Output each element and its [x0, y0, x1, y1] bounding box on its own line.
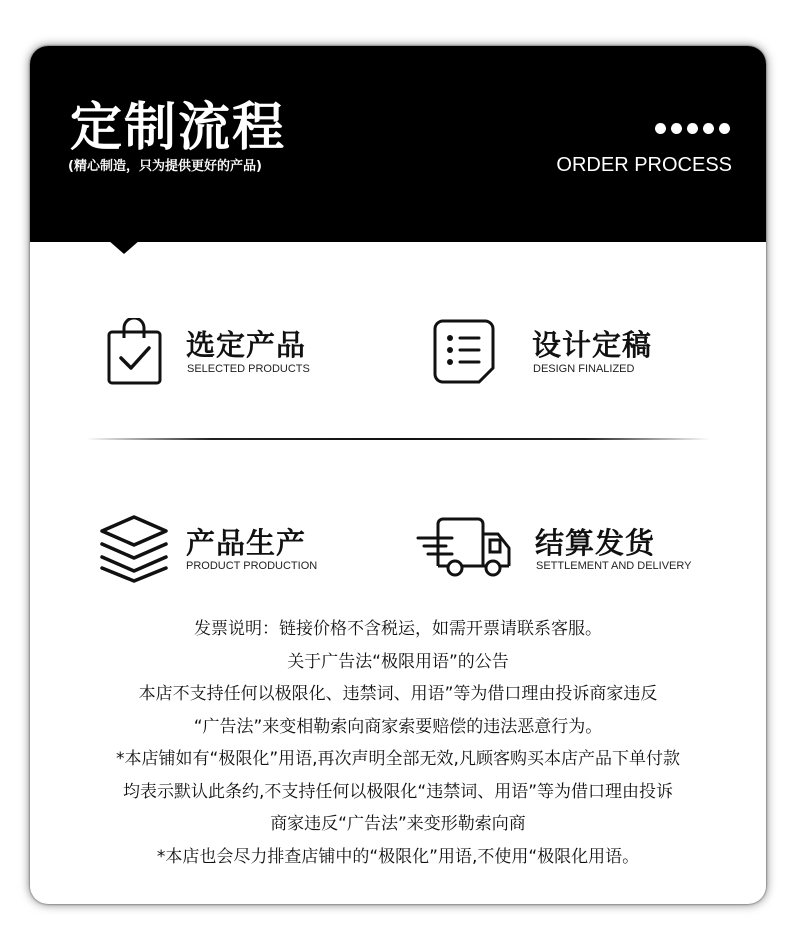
page-title: 定制流程 — [70, 98, 287, 158]
dot-5 — [719, 123, 730, 134]
delivery-truck-icon — [416, 516, 514, 584]
notice-line: 关于广告法“极限用语”的公告 — [287, 651, 509, 672]
section-divider — [86, 438, 710, 440]
decorative-dots — [655, 123, 730, 134]
step-title: 设计定稿 — [532, 328, 653, 362]
order-process-card — [30, 46, 766, 904]
dot-1 — [655, 123, 666, 134]
step-subtitle: SELECTED PRODUCTS — [187, 363, 310, 375]
dot-4 — [703, 123, 714, 134]
notice-line: 本店不支持任何以极限化、违禁词、用语”等为借口理由投诉商家违反 — [138, 684, 658, 704]
header-banner — [30, 46, 766, 242]
list-document-icon — [433, 318, 499, 386]
step-subtitle: PRODUCT PRODUCTION — [186, 560, 318, 572]
notice-line: 发票说明：链接价格不含税运，如需开票请联系客服。 — [194, 619, 602, 639]
step-title: 选定产品 — [186, 328, 307, 362]
english-title: ORDER PROCESS — [556, 154, 732, 176]
notice-line: *本店也会尽力排查店铺中的“极限化”用语,不使用“极限化用语。 — [156, 846, 640, 867]
step-subtitle: SETTLEMENT AND DELIVERY — [536, 560, 692, 572]
notice-line: 均表示默认此条约,不支持任何以极限化“违禁词、用语”等为借口理由投诉 — [122, 781, 674, 802]
shopping-bag-check-icon — [106, 318, 164, 386]
layers-icon — [98, 514, 170, 584]
notice-line: “广告法”来变相勒索向商家索要赔偿的违法恶意行为。 — [193, 716, 603, 737]
step-title: 结算发货 — [535, 526, 656, 560]
page-subtitle: (精心制造，只为提供更好的产品) — [68, 159, 262, 174]
notice-line: *本店铺如有“极限化”用语,再次声明全部无效,凡顾客购买本店产品下单付款 — [116, 749, 680, 769]
dot-2 — [671, 123, 682, 134]
step-subtitle: DESIGN FINALIZED — [533, 363, 635, 375]
notice-line: 商家违反“广告法”来变形勒索向商 — [270, 814, 526, 834]
invoice-notice — [30, 613, 766, 873]
step-title: 产品生产 — [186, 526, 307, 560]
dot-3 — [687, 123, 698, 134]
header-pointer — [108, 240, 140, 254]
